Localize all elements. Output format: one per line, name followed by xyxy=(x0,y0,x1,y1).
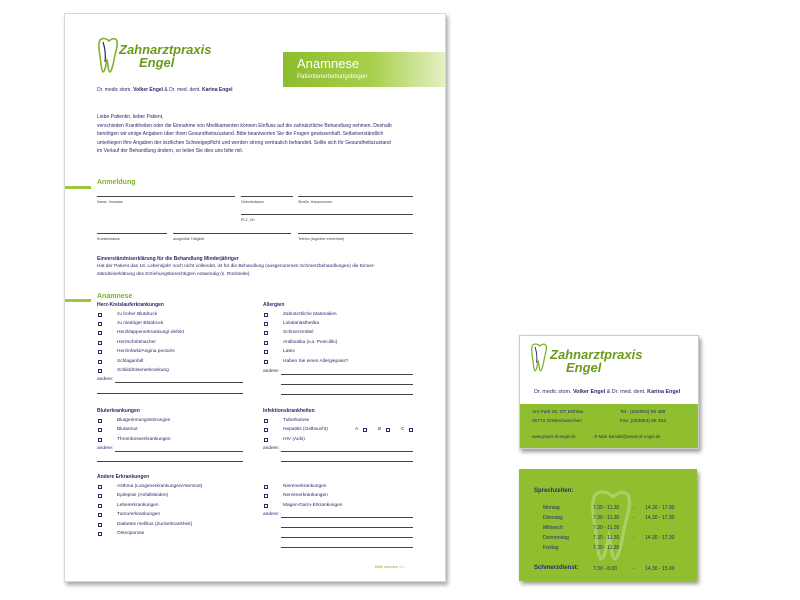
weekday: Dienstag xyxy=(543,515,563,521)
please-turn-over: Bitte wenden >> xyxy=(375,564,404,569)
herz-item: zu hoher Blutdruck xyxy=(117,312,157,317)
checkbox[interactable] xyxy=(98,532,102,536)
infekt-item: Tuberkulose xyxy=(283,418,310,423)
intro-line: verschieden Krankheiten oder die Einnahme von Medikamenten können Einfluss auf die zahnärztliche Behandlung nehmen. Deshalb xyxy=(97,122,392,129)
checkbox[interactable] xyxy=(98,513,102,517)
andere-item: Tumorerkrankungen xyxy=(117,512,161,517)
section-marker xyxy=(65,186,91,189)
checkbox[interactable] xyxy=(386,428,390,432)
andere-item: Asthma (Lungenerkrankungen/Atemnot) xyxy=(117,484,203,489)
hours-morning: 7.30 - 11.30 xyxy=(593,545,620,551)
hours-separator: - xyxy=(633,515,635,521)
checkbox[interactable] xyxy=(264,504,268,508)
website: www.praxis-dr-engel.de xyxy=(532,434,576,439)
checkbox[interactable] xyxy=(264,438,268,442)
occupation-label: ausgeübte Tätigkeit xyxy=(173,237,205,241)
andere-label: andere: xyxy=(263,446,280,451)
checkbox[interactable] xyxy=(264,350,268,354)
checkbox[interactable] xyxy=(264,485,268,489)
herz-item: Herzinfarkt/Angina pectoris xyxy=(117,349,175,354)
checkbox[interactable] xyxy=(98,438,102,442)
allergie-item: Lokalanästhetika xyxy=(283,321,320,326)
hepatitis-a-label: A xyxy=(355,427,359,432)
hours-morning: 7.30 - 11.30 xyxy=(593,525,620,531)
section-anamnese-title: Anamnese xyxy=(97,293,133,300)
birthdate-label: Geburtsdatum xyxy=(241,200,264,204)
doctor-names: Dr. medic stom. Volker Engel & Dr. med. dent. Karina Engel xyxy=(534,389,681,395)
andere-field[interactable] xyxy=(281,547,413,548)
herz-item: zu niedriger Blutdruck xyxy=(117,321,164,326)
emergency-morning: 7.30 - 8.00 xyxy=(593,566,617,572)
checkbox[interactable] xyxy=(264,419,268,423)
andere-field[interactable] xyxy=(115,451,243,452)
andere-field[interactable] xyxy=(97,393,243,394)
andere-field[interactable] xyxy=(281,394,413,395)
checkbox[interactable] xyxy=(98,313,102,317)
business-card-back xyxy=(519,469,697,581)
weekday: Donnerstag xyxy=(543,535,569,541)
insurance-label: Krankenkasse xyxy=(97,237,120,241)
herz-item: Herzschrittmacher xyxy=(117,340,156,345)
city-field[interactable] xyxy=(241,214,413,215)
andere-field[interactable] xyxy=(281,461,413,462)
andere-field[interactable] xyxy=(281,527,413,528)
business-card-front xyxy=(519,335,699,449)
anamnese-form-sheet xyxy=(64,13,446,582)
checkbox[interactable] xyxy=(98,523,102,527)
checkbox[interactable] xyxy=(98,494,102,498)
doctor-names: Dr. medic stom. Volker Engel & Dr. med. dent. Karina Engel xyxy=(97,87,233,93)
blut-item: Blutgerinnungsstörungen xyxy=(117,418,171,423)
emergency-label: Schmerzdienst: xyxy=(534,565,579,571)
checkbox[interactable] xyxy=(264,494,268,498)
andere-field[interactable] xyxy=(115,382,243,383)
checkbox[interactable] xyxy=(98,369,102,373)
herz-item: Schlaganfall xyxy=(117,359,144,364)
andere-label: andere: xyxy=(97,446,114,451)
checkbox[interactable] xyxy=(98,350,102,354)
andere-item: Lebererkrankungen xyxy=(117,503,159,508)
hours-morning: 7.30 - 11.30 xyxy=(593,515,620,521)
andere-field[interactable] xyxy=(281,384,413,385)
banner-title: Anamnese xyxy=(297,56,360,71)
name-label: Name, Vorname xyxy=(97,200,123,204)
hepatitis-c-label: C xyxy=(401,427,405,432)
allergie-item: Zahnärztliche Materialien xyxy=(283,312,337,317)
tooth-logo-icon xyxy=(97,36,119,76)
infekt-item: HIV (Aids) xyxy=(283,437,305,442)
fax-number: Fax: (034953) 88 493 xyxy=(620,419,666,424)
phone-number: Tel.: (034953) 88 489 xyxy=(620,410,666,415)
blut-item: Thromboseerkrankungen xyxy=(117,437,171,442)
address-line: Am Park 25, OT Möhlau xyxy=(532,410,584,415)
checkbox[interactable] xyxy=(98,331,102,335)
address-line: 06772 Gräfenhainichen xyxy=(532,419,582,424)
allergie-item: Latex xyxy=(283,349,295,354)
city-label: PLZ, Ort xyxy=(241,218,255,222)
andere-field[interactable] xyxy=(97,461,243,462)
weekday: Montag xyxy=(543,505,560,511)
hours-afternoon: 14.30 - 17.30 xyxy=(645,535,675,541)
section-marker xyxy=(65,299,91,302)
andere-label: andere: xyxy=(263,512,280,517)
group-herz-heading: Herz-Kreislauferkrankungen xyxy=(97,302,164,308)
group-allergien-heading: Allergien xyxy=(263,302,285,308)
checkbox[interactable] xyxy=(363,428,367,432)
andere-item: Nierenerkrankungen xyxy=(283,484,327,489)
checkbox[interactable] xyxy=(98,360,102,364)
intro-line: Liebe Patientin, lieber Patient, xyxy=(97,114,164,120)
card-contact-panel xyxy=(520,404,698,448)
logo-line-1: Zahnarztpraxis xyxy=(119,42,212,57)
herz-item: Herzklappenerkrankung/-defekt xyxy=(117,330,184,335)
checkbox[interactable] xyxy=(264,360,268,364)
logo-line-1: Zahnarztpraxis xyxy=(550,347,643,362)
andere-label: andere: xyxy=(263,369,280,374)
street-label: Straße, Hausnummer xyxy=(298,200,333,204)
hours-morning: 7.30 - 11.30 xyxy=(593,535,620,541)
andere-label: andere: xyxy=(97,377,114,382)
checkbox[interactable] xyxy=(98,485,102,489)
hours-separator: - xyxy=(633,566,635,572)
checkbox[interactable] xyxy=(98,428,102,432)
banner-subtitle: Patientenerhebungsbogen xyxy=(297,74,368,80)
andere-item: Osteoporose xyxy=(117,531,145,536)
group-andere-heading: Andere Erkrankungen xyxy=(97,474,150,480)
hours-afternoon: 14.30 - 17.30 xyxy=(645,515,675,521)
andere-field[interactable] xyxy=(281,374,413,375)
hours-afternoon: 14.30 - 17.30 xyxy=(645,505,675,511)
section-anmeldung-title: Anmeldung xyxy=(97,179,136,186)
street-field[interactable] xyxy=(298,196,413,197)
checkbox[interactable] xyxy=(264,322,268,326)
email: - E-Mail: kontakt@praxis-dr-engel.de xyxy=(592,434,661,439)
logo-line-2: Engel xyxy=(139,55,175,70)
allergie-item: Antibiotika (v.a. Penicillin) xyxy=(283,340,338,345)
intro-line: benötigen wir einige Angaben über Ihren Gesundheitszustand. Bitte beantworten Sie die Fragen gewissenhaft. Selbstverständlich xyxy=(97,131,384,138)
name-field[interactable] xyxy=(97,196,235,197)
checkbox[interactable] xyxy=(409,428,413,432)
weekday: Mittwoch xyxy=(543,525,563,531)
insurance-field[interactable] xyxy=(97,233,167,234)
checkbox[interactable] xyxy=(264,428,268,432)
andere-item: Diabetes mellitus (Zuckerkrankheit) xyxy=(117,522,193,527)
andere-field[interactable] xyxy=(281,537,413,538)
tooth-logo-icon xyxy=(530,342,548,374)
weekday: Freitag xyxy=(543,545,559,551)
checkbox[interactable] xyxy=(98,504,102,508)
infekt-item: Hepatitis (Gelbsucht) xyxy=(283,427,328,432)
checkbox[interactable] xyxy=(264,313,268,317)
checkbox[interactable] xyxy=(98,322,102,326)
occupation-field[interactable] xyxy=(173,233,291,234)
hours-separator: - xyxy=(633,535,635,541)
andere-item: Epilepsie (Anfallsleiden) xyxy=(117,493,169,498)
group-infekt-heading: Infektionskrankheiten xyxy=(263,408,315,414)
phone-label: Telefon (tagsüber erreichbar) xyxy=(298,237,345,241)
intro-line: unterliegen Ihre Angaben der ärztlichen Schweigepflicht und werden streng vertraulich behandelt. Sollte sich Ihr Gesundheitszustand xyxy=(97,139,391,146)
hepatitis-b-label: B xyxy=(378,427,382,432)
group-blut-heading: Bluterkrankungen xyxy=(97,408,140,414)
checkbox[interactable] xyxy=(98,341,102,345)
blut-item: Blutarmut xyxy=(117,427,138,432)
checkbox[interactable] xyxy=(98,419,102,423)
logo-line-2: Engel xyxy=(566,360,602,375)
hours-separator: - xyxy=(633,505,635,511)
hours-morning: 7.30 - 11.30 xyxy=(593,505,620,511)
emergency-afternoon: 14.30 - 15.00 xyxy=(645,566,675,572)
andere-field[interactable] xyxy=(281,451,413,452)
birthdate-field[interactable] xyxy=(241,196,293,197)
intro-line: im Verlauf der Behandlung ändern, so teilen Sie dies uns bitte mit. xyxy=(97,148,244,155)
checkbox[interactable] xyxy=(264,341,268,345)
andere-field[interactable] xyxy=(281,517,413,518)
herz-item: Schilddrüsenerkrankung xyxy=(117,368,169,373)
allergie-item: Haben Sie einen Allergiepass? xyxy=(283,359,349,364)
andere-item: Nervenerkrankungen xyxy=(283,493,328,498)
minor-text-line: ständniserklärung des Erziehungsberechtigten notwendig (s. Rückseite). xyxy=(97,272,251,277)
office-hours-heading: Sprechzeiten: xyxy=(534,488,574,494)
phone-field[interactable] xyxy=(298,233,413,234)
intro-text xyxy=(97,113,433,156)
allergie-item: Schmerzmittel xyxy=(283,330,314,335)
minor-text-line: Hat der Patient das 18. Lebensjahr noch nicht vollendet, ist für die Behandlung (ausgenommen Schmerzbehandlungen) die Einver- xyxy=(97,264,376,269)
title-banner xyxy=(283,52,445,87)
andere-item: Magen-Darm-Erkrankungen xyxy=(283,503,343,508)
minor-heading: Einverständniserklärung für die Behandlung Minderjähriger xyxy=(97,256,239,262)
checkbox[interactable] xyxy=(264,331,268,335)
